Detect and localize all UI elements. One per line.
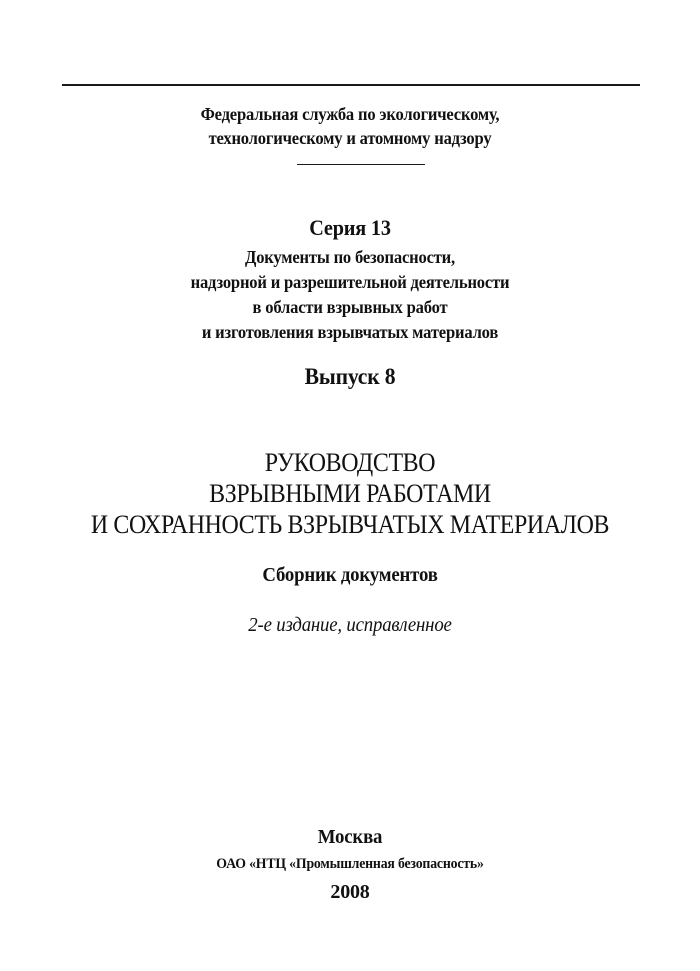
edition-note: 2-е издание, исправленное: [248, 614, 452, 636]
series-description-line-3: в области взрывных работ: [252, 297, 448, 317]
series-description-line-4: и изготовления взрывчатых материалов: [201, 322, 499, 342]
agency-name-line-2: технологическому и атомному надзору: [208, 128, 492, 148]
series-description-line-1: Документы по безопасности,: [244, 247, 455, 267]
issue-number: Выпуск 8: [304, 364, 396, 389]
series-description-line-2: надзорной и разрешительной деятельности: [190, 272, 510, 292]
agency-underline: [297, 164, 425, 165]
subtitle: Сборник документов: [262, 564, 438, 586]
main-title-line-2: ВЗРЫВНЫМИ РАБОТАМИ: [209, 479, 491, 508]
main-title-line-3: И СОХРАННОСТЬ ВЗРЫВЧАТЫХ МАТЕРИАЛОВ: [90, 510, 610, 539]
publisher-name: ОАО «НТЦ «Промышленная безопасность»: [216, 856, 484, 872]
top-rule: [62, 84, 640, 86]
agency-name-line-1: Федеральная служба по экологическому,: [200, 104, 500, 124]
publication-city: Москва: [317, 826, 383, 848]
series-title: Серия 13: [309, 215, 391, 240]
publication-year: 2008: [330, 881, 370, 903]
main-title-line-1: РУКОВОДСТВО: [264, 448, 436, 477]
